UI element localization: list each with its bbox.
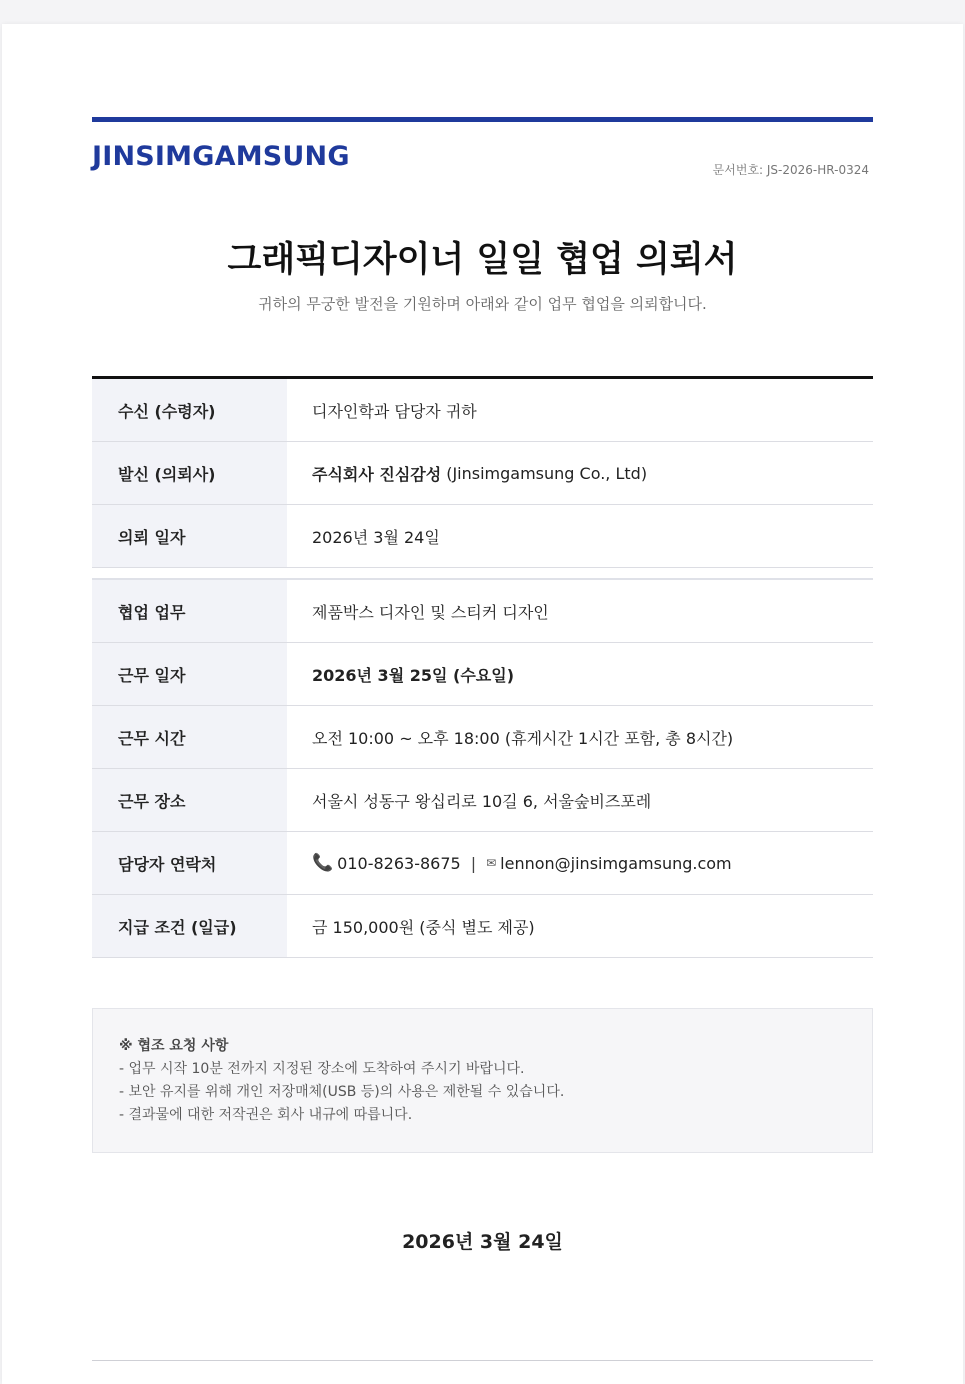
row-label: 근무 일자 bbox=[92, 643, 287, 705]
row-value: 2026년 3월 24일 bbox=[312, 527, 440, 547]
table-row bbox=[92, 706, 873, 769]
sender-company-name: 주식회사 진심감성 bbox=[312, 464, 442, 484]
row-value: 금 150,000원 (중식 별도 제공) bbox=[312, 917, 535, 937]
table-row bbox=[92, 769, 873, 832]
row-value: 디자인학과 담당자 귀하 bbox=[312, 401, 477, 421]
note-item: - 업무 시작 10분 전까지 지정된 장소에 도착하여 주시기 바랍니다. bbox=[119, 1061, 525, 1077]
notes-title: ※ 협조 요청 사항 bbox=[119, 1038, 229, 1054]
document-subtitle: 귀하의 무궁한 발전을 기원하며 아래와 같이 업무 협업을 의뢰합니다. bbox=[258, 295, 707, 313]
table-row bbox=[92, 505, 873, 568]
row-label: 근무 시간 bbox=[92, 706, 287, 768]
sender-company-english: (Jinsimgamsung Co., Ltd) bbox=[446, 463, 648, 483]
mail-icon: ✉ bbox=[486, 856, 497, 870]
note-item: - 보안 유지를 위해 개인 저장매체(USB 등)의 사용은 제한될 수 있습니다. bbox=[119, 1084, 565, 1100]
table-row bbox=[92, 442, 873, 505]
header-rule bbox=[92, 117, 873, 122]
document-title: 그래픽디자이너 일일 협업 의뢰서 bbox=[227, 240, 738, 280]
row-label: 근무 장소 bbox=[92, 769, 287, 831]
row-label: 협업 업무 bbox=[92, 580, 287, 642]
brand-logo: JINSIMGAMSUNG bbox=[92, 141, 350, 172]
row-label: 담당자 연락처 bbox=[92, 832, 287, 894]
footer-date: 2026년 3월 24일 bbox=[402, 1231, 563, 1253]
work-details-table bbox=[92, 578, 873, 958]
table-row bbox=[92, 895, 873, 958]
table-row bbox=[92, 580, 873, 643]
document-page bbox=[2, 24, 963, 1384]
contact-email: lennon@jinsimgamsung.com bbox=[500, 853, 732, 873]
row-value: 2026년 3월 25일 (수요일) bbox=[312, 665, 515, 685]
row-label: 수신 (수령자) bbox=[92, 379, 287, 441]
table-row bbox=[92, 379, 873, 442]
document-number: 문서번호: JS-2026-HR-0324 bbox=[712, 163, 869, 177]
cooperation-notes-box bbox=[92, 1008, 873, 1153]
table-row bbox=[92, 643, 873, 706]
row-value: 서울시 성동구 왕십리로 10길 6, 서울숲비즈포레 bbox=[312, 791, 652, 811]
row-value: 오전 10:00 ~ 오후 18:00 (휴게시간 1시간 포함, 총 8시간) bbox=[312, 728, 734, 748]
row-value bbox=[287, 832, 873, 894]
contact-separator: | bbox=[470, 853, 477, 873]
row-label: 발신 (의뢰사) bbox=[92, 442, 287, 504]
note-item: - 결과물에 대한 저작권은 회사 내규에 따릅니다. bbox=[119, 1107, 413, 1123]
footer-rule bbox=[92, 1360, 873, 1361]
row-label: 지급 조건 (일급) bbox=[92, 895, 287, 957]
phone-icon: 📞 bbox=[312, 853, 334, 873]
recipient-info-table bbox=[92, 376, 873, 568]
row-label: 의뢰 일자 bbox=[92, 505, 287, 567]
row-value: 제품박스 디자인 및 스티커 디자인 bbox=[312, 602, 549, 622]
contact-phone: 010-8263-8675 bbox=[337, 853, 461, 873]
table-row bbox=[92, 832, 873, 895]
row-value bbox=[287, 442, 873, 504]
